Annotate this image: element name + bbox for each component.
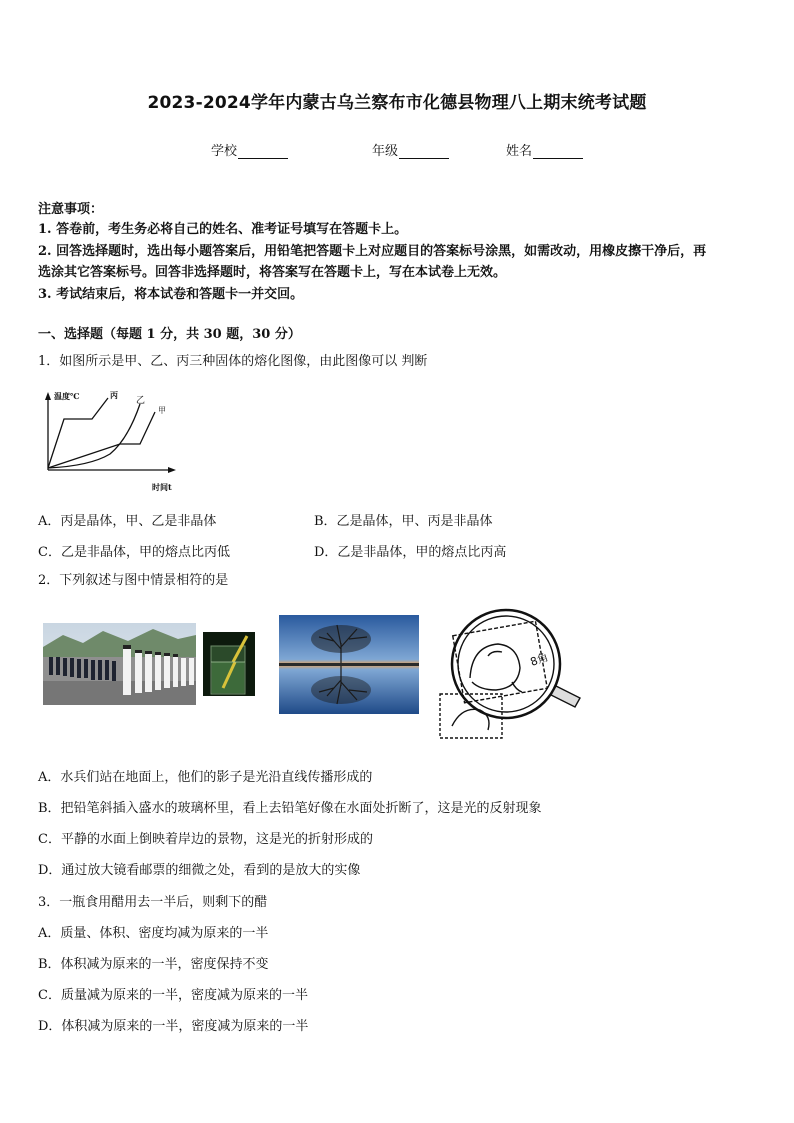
q2-option-d: D．通过放大镜看邮票的细微之处，看到的是放大的实像 <box>38 863 361 878</box>
label-jia: 甲 <box>158 406 166 415</box>
notice-item-2-cont: 选涂其它答案标号。回答非选择题时，将答案写在答题卡上，写在本试卷上无效。 <box>38 265 507 280</box>
grade-field <box>372 140 449 159</box>
label-bing: 丙 <box>110 390 118 400</box>
notice-item-1: 1. 答卷前，考生务必将自己的姓名、准考证号填写在答题卡上。 <box>38 222 408 237</box>
sailors-photo <box>43 623 196 705</box>
curve-yi <box>48 404 140 468</box>
q3-option-d: D．体积减为原来的一半，密度减为原来的一半 <box>38 1019 309 1034</box>
name-blank <box>533 144 583 159</box>
school-blank <box>238 144 288 159</box>
q1-option-c: C．乙是非晶体，甲的熔点比丙低 <box>38 545 230 560</box>
q1-option-b: B．乙是晶体，甲、丙是非晶体 <box>314 514 493 529</box>
x-axis-arrow <box>168 467 176 473</box>
magnifier-stamp-drawing <box>432 606 588 742</box>
notice-item-3: 3. 考试结束后，将本试卷和答题卡一并交回。 <box>38 287 304 302</box>
name-field <box>506 140 583 159</box>
notice-item-2: 2. 回答选择题时，选出每小题答案后，用铅笔把答题卡上对应题目的答案标号涂黑，如需改动，用橡皮擦干净后，再 <box>38 244 707 259</box>
page-title: 2023-2024学年内蒙古乌兰察布市化德县物理八上期末统考试题 <box>147 93 647 113</box>
pencil-glass-photo <box>203 632 255 696</box>
q2-stem: 2．下列叙述与图中情景相符的是 <box>38 573 229 588</box>
notice-heading: 注意事项： <box>38 202 104 217</box>
reflection-photo <box>279 615 419 714</box>
q1-option-d: D．乙是非晶体，甲的熔点比丙高 <box>314 545 507 560</box>
q1-stem: 1．如图所示是甲、乙、丙三种固体的熔化图像，由此图像可以 判断 <box>38 354 428 369</box>
q3-stem: 3．一瓶食用醋用去一半后，则剩下的醋 <box>38 895 268 910</box>
q2-option-a: A．水兵们站在地面上，他们的影子是光沿直线传播形成的 <box>38 770 373 785</box>
q2-option-b: B．把铅笔斜插入盛水的玻璃杯里，看上去铅笔好像在水面处折断了，这是光的反射现象 <box>38 801 542 816</box>
section-heading: 一、选择题（每题 1 分，共 30 题，30 分） <box>38 327 301 342</box>
q3-option-b: B．体积减为原来的一半，密度保持不变 <box>38 957 269 972</box>
grade-label: 年级 <box>372 144 399 159</box>
stamp-value-text: 8角 <box>528 650 550 669</box>
school-label: 学校 <box>211 144 238 159</box>
graph-ylabel: 温度℃ <box>54 391 80 401</box>
y-axis-arrow <box>45 392 51 400</box>
q3-option-a: A．质量、体积、密度均减为原来的一半 <box>38 926 269 941</box>
q1-option-a: A．丙是晶体，甲、乙是非晶体 <box>38 514 217 529</box>
melting-graph <box>40 384 180 496</box>
name-label: 姓名 <box>506 144 533 159</box>
handle <box>551 686 580 707</box>
graph-xlabel: 时间t <box>152 482 172 492</box>
label-yi: 乙 <box>136 396 146 406</box>
q3-option-c: C．质量减为原来的一半，密度减为原来的一半 <box>38 988 308 1003</box>
grade-blank <box>399 144 449 159</box>
q2-option-c: C．平静的水面上倒映着岸边的景物，这是光的折射形成的 <box>38 832 373 847</box>
school-field <box>211 140 288 159</box>
